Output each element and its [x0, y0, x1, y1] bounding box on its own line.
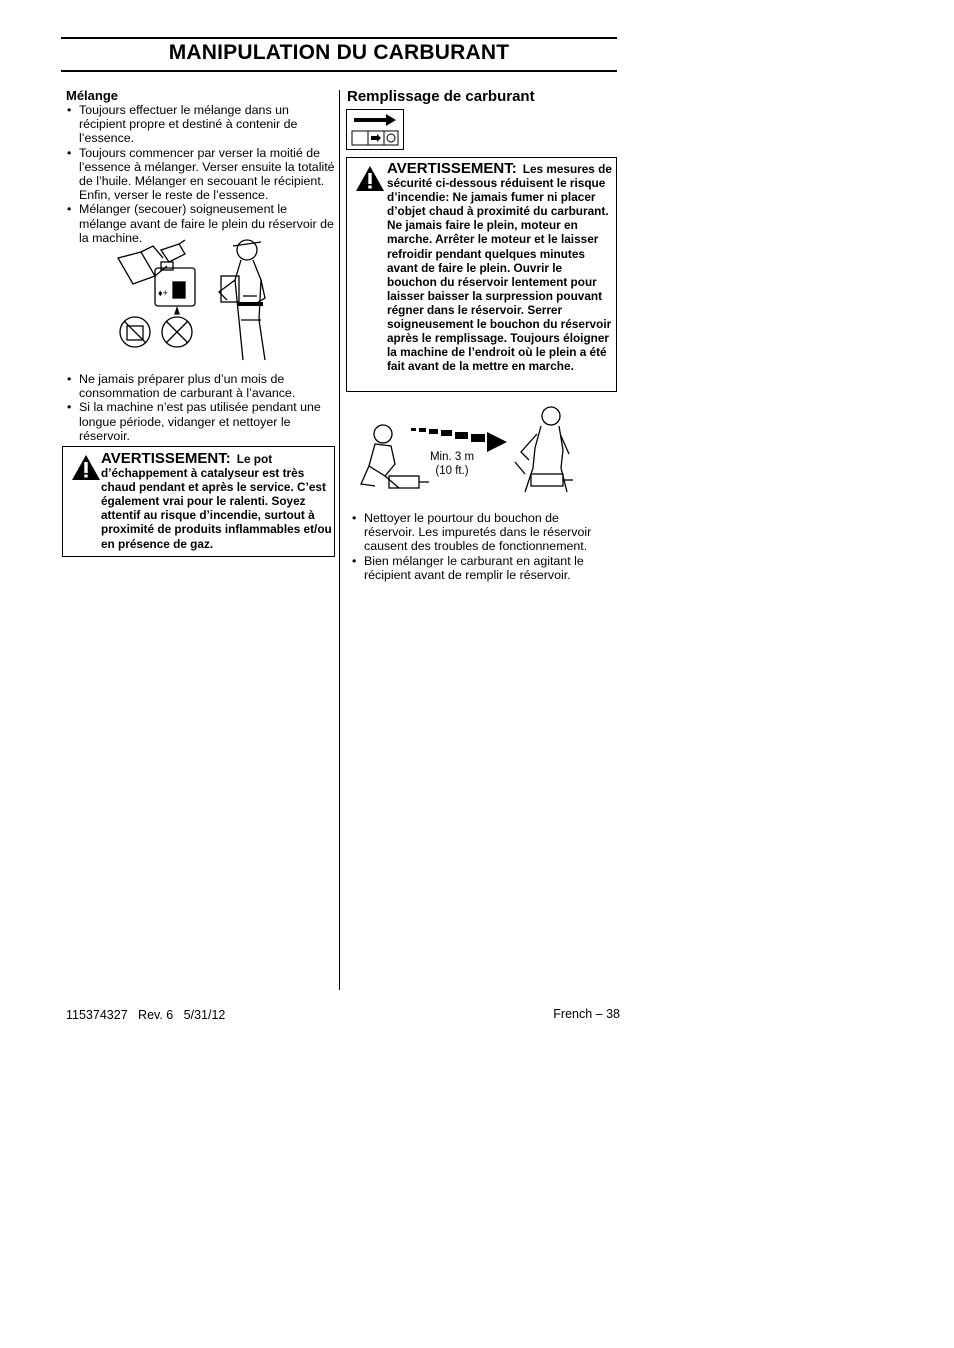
warning-box-exhaust	[62, 446, 335, 557]
list-item: • Toujours commencer par verser la moitié de l’essence à mélanger. Verser ensuite la totalité de l’huile. Mélanger en secouant le récipient. Enfin, verser le reste de l’essence.	[62, 146, 335, 203]
list-item: • Toujours effectuer le mélange dans un récipient propre et destiné à contenir de l’essence.	[62, 103, 335, 146]
warning-triangle-icon	[71, 454, 101, 481]
distance-caption	[416, 450, 488, 478]
warning-body: Les mesures de sécurité ci-dessous réduisent le risque d’incendie: Ne jamais fumer ni placer d’objet chaud à proximité du carburant. Ne jamais faire le plein, moteur en marche. Arrêter le moteur et le laisser refroidir pendant quelques minutes avant de faire le plein. Ouvrir le bouchon du réservoir lentement pour laisser baisser la surpression pouvant régner dans le réservoir. Serrer soigneusement le bouchon du réservoir après le remplissage. Toujours éloigner la machine de l’endroit où le plein a été fait avant de la mettre en marche.	[387, 162, 612, 374]
fuel-mixing-illustration	[115, 236, 285, 362]
list-item: • Nettoyer le pourtour du bouchon de réservoir. Les impuretés dans le réservoir causent des troubles de fonctionnement.	[347, 511, 609, 554]
section-heading-remplissage: Remplissage de carburant	[347, 88, 535, 105]
list-item: • Mélanger (secouer) soigneusement le mélange avant de faire le plein du réservoir de la machine.	[62, 202, 335, 245]
list-item: • Ne jamais préparer plus d’un mois de consommation de carburant à l’avance.	[62, 372, 335, 400]
warning-text	[387, 162, 615, 373]
refuel-bullet-list	[347, 511, 609, 582]
see-section-arrow-icon	[346, 109, 404, 150]
section-heading-melange: Mélange	[66, 88, 119, 103]
warning-body: Le pot d’échappement à catalyseur est très chaud pendant et après le service. C’est également vrai pour le ralenti. Soyez attentif au risque d’incendie, surtout à proximité de produits inflammables et/ou en présence de gaz.	[101, 452, 332, 551]
warning-lead: AVERTISSEMENT:	[101, 450, 231, 467]
list-item: • Bien mélanger le carburant en agitant le récipient avant de remplir le réservoir.	[347, 554, 609, 582]
warning-lead: AVERTISSEMENT:	[387, 160, 517, 177]
title-rule	[61, 70, 617, 72]
storage-bullet-list	[62, 372, 335, 443]
warning-box-fire	[346, 157, 617, 392]
footer-document-number: 115374327 Rev. 6 5/31/12	[66, 1008, 226, 1022]
warning-triangle-icon	[355, 165, 385, 192]
list-item: • Si la machine n’est pas utilisée pendant une longue période, vidanger et nettoyer le réservoir.	[62, 400, 335, 443]
page-title: MANIPULATION DU CARBURANT	[168, 41, 510, 64]
top-rule	[61, 37, 617, 39]
column-divider	[339, 90, 340, 990]
distance-caption-line1: Min. 3 m	[429, 451, 475, 463]
svg-text:♦+: ♦+	[158, 288, 168, 298]
distance-caption-line2: (10 ft.)	[435, 465, 469, 477]
warning-text	[101, 452, 333, 551]
melange-bullet-list	[62, 103, 335, 245]
footer-page-number: French – 38	[553, 1007, 620, 1021]
